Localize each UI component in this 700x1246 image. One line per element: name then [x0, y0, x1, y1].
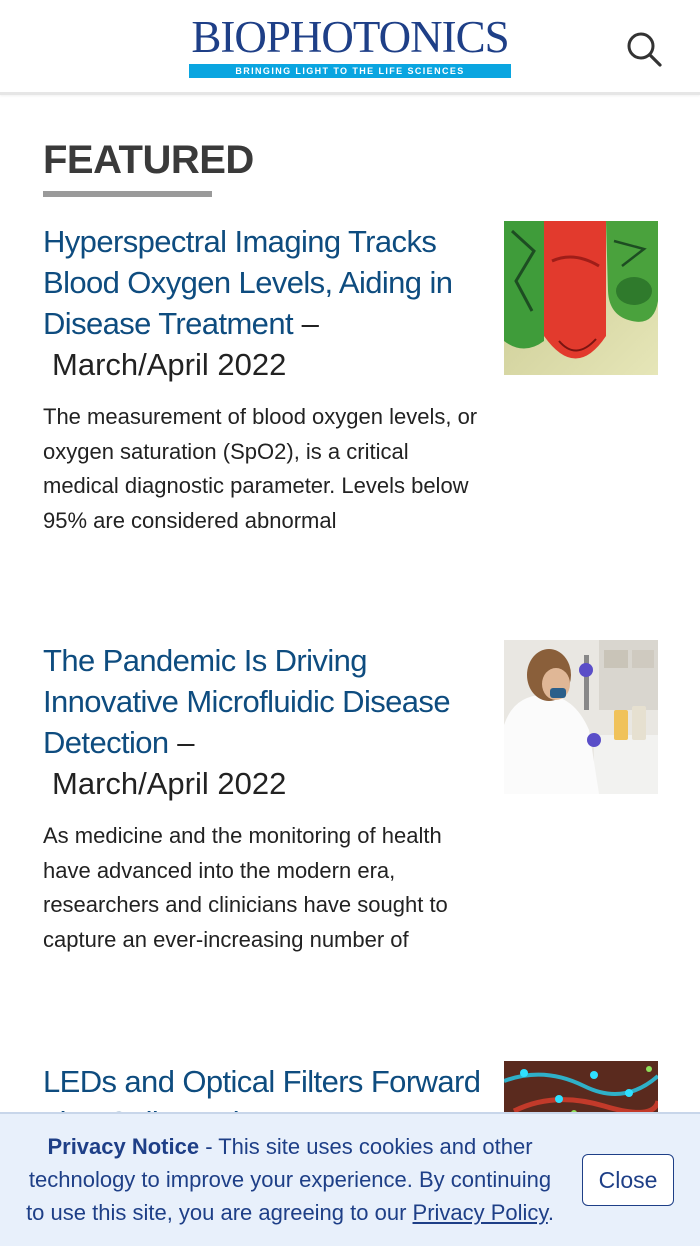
- site-header: [0, 0, 700, 95]
- article-thumbnail[interactable]: [504, 221, 658, 375]
- search-icon: [623, 29, 665, 71]
- article-thumbnail[interactable]: [504, 640, 658, 794]
- article-description: The measurement of blood oxygen levels, or oxygen saturation (SpO2), is a critical medical diagnostic parameter. Levels below 95% are considered abnormal: [43, 404, 478, 533]
- article-description: As medicine and the monitoring of health have advanced into the modern era, researchers and clinicians have sought to capture an ever-increasing number of: [43, 823, 448, 952]
- section-title: FEATURED: [43, 138, 254, 182]
- article-title-link[interactable]: LEDs and Optical Filters Forward: [43, 1064, 481, 1099]
- privacy-notice-text: [20, 1130, 560, 1229]
- logo-wordmark: BIOPHOTONICS: [191, 14, 509, 60]
- site-logo[interactable]: [189, 14, 511, 78]
- section-underline: [43, 191, 212, 197]
- article-card: [43, 640, 658, 957]
- logo-tagline: BRINGING LIGHT TO THE LIFE SCIENCES: [189, 64, 511, 78]
- title-dash: –: [168, 725, 195, 760]
- close-button[interactable]: Close: [582, 1154, 674, 1206]
- article-headline: [43, 640, 483, 763]
- article-date: March/April 2022: [52, 347, 287, 382]
- lab-researcher-image: [504, 640, 658, 794]
- privacy-notice-banner: [0, 1112, 700, 1246]
- article-headline: [43, 221, 483, 344]
- privacy-notice-label: Privacy Notice: [47, 1134, 200, 1159]
- article-card: [43, 221, 658, 538]
- privacy-policy-link[interactable]: Privacy Policy: [412, 1200, 548, 1225]
- privacy-notice-body: - This site uses cookies and other technology to improve your experience. By continuing to use this site, you are agreeing to our: [26, 1134, 552, 1225]
- article-title-link[interactable]: The Pandemic Is Driving Innovative Microfluidic Disease Detection: [43, 643, 450, 760]
- hyperspectral-fingers-image: [504, 221, 658, 375]
- privacy-notice-end: .: [547, 1200, 554, 1225]
- article-date: March/April 2022: [52, 766, 287, 801]
- search-button[interactable]: [623, 29, 665, 71]
- title-dash: –: [292, 306, 319, 341]
- article-title-link[interactable]: Hyperspectral Imaging Tracks Blood Oxygen Levels, Aiding in Disease Treatment: [43, 224, 453, 341]
